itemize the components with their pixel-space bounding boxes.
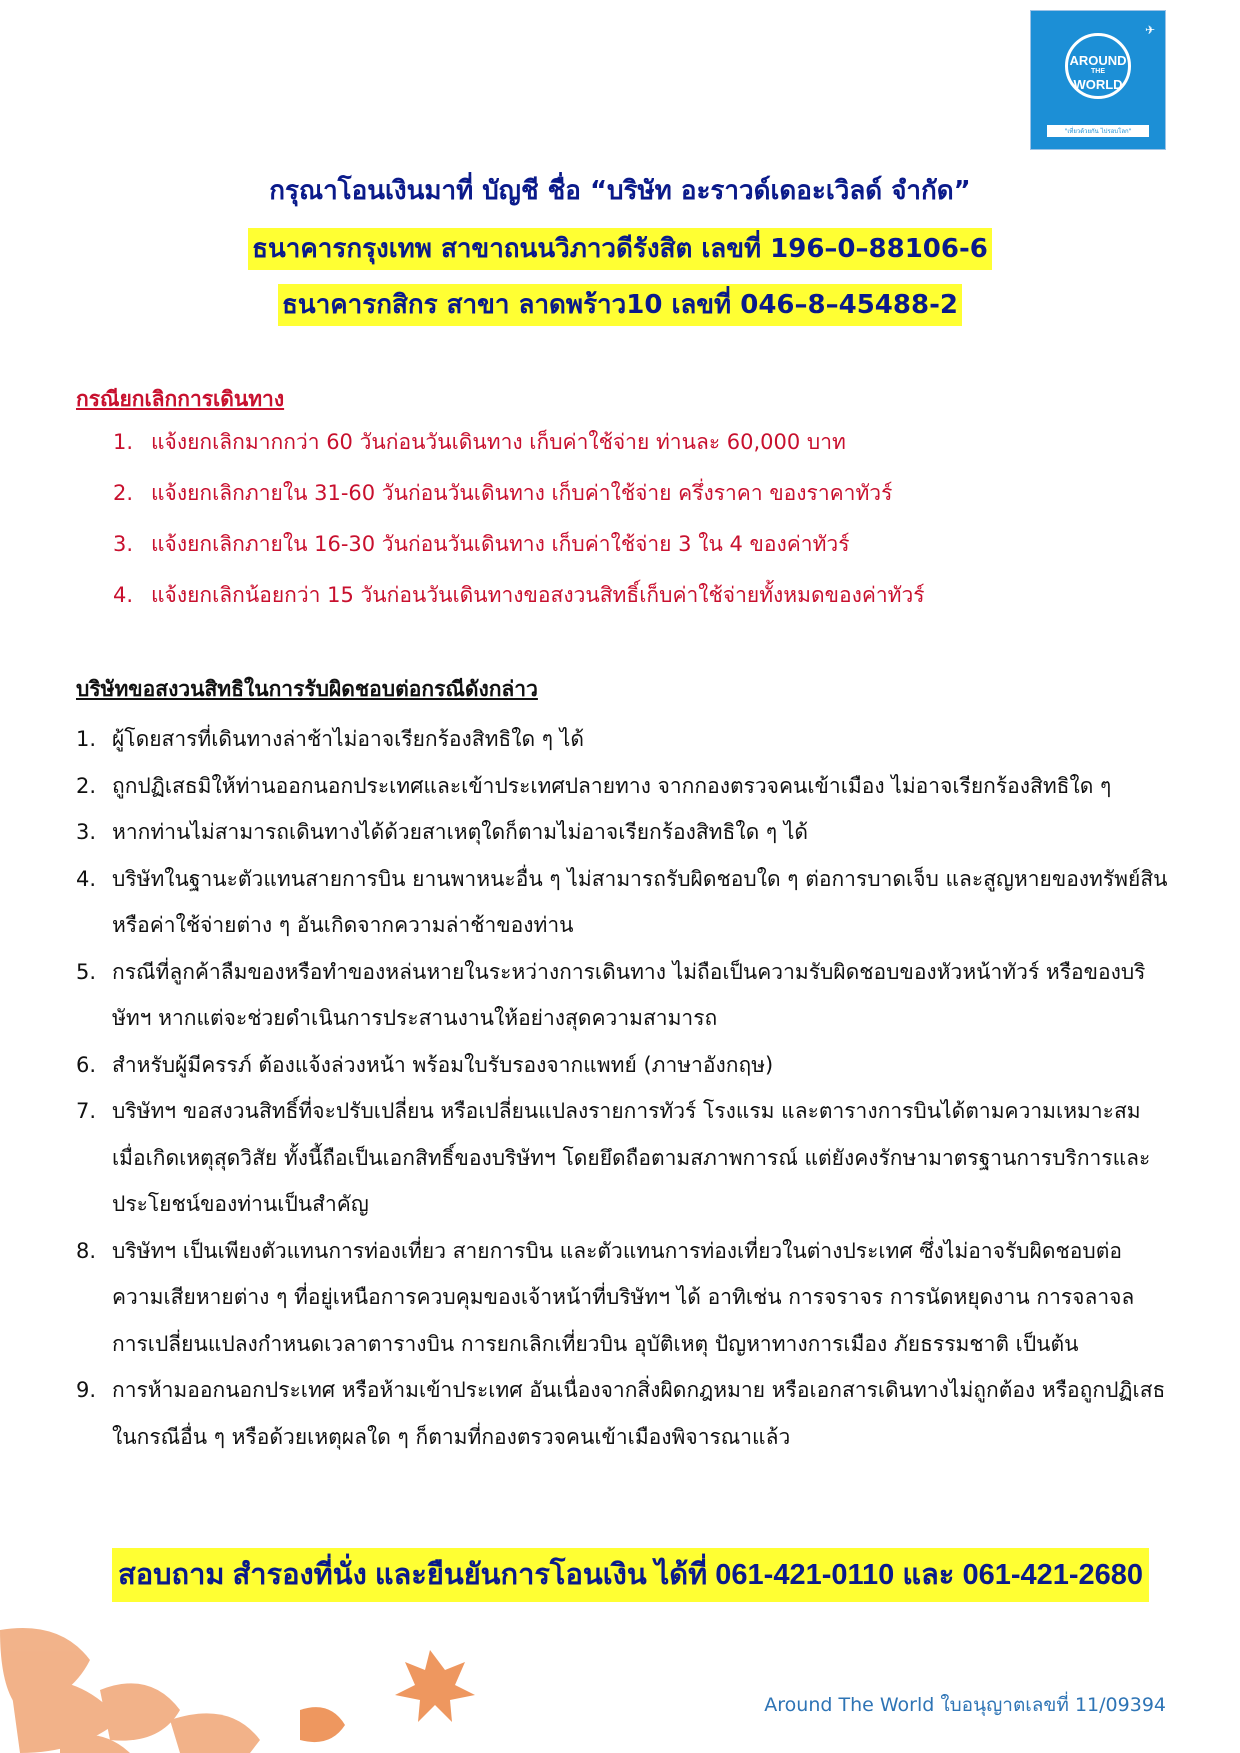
item-text: การห้ามออกนอกประเทศ หรือห้ามเข้าประเทศ อันเนื่องจากสิ่งผิดกฎหมาย หรือเอกสารเดินทางไม่ถูกต้อง หรือถูกปฏิเสธในกรณีอื่น ๆ หรือด้วยเหตุผลใด ๆ ก็ตามที่กองตรวจคนเข้าเมืองพิจารณาแล้ว xyxy=(112,1378,1166,1449)
account-name-text: กรุณาโอนเงินมาที่ บัญชี ชื่อ “บริษัท อะราวด์เดอะเวิลด์ จำกัด” xyxy=(269,176,971,206)
list-item xyxy=(76,1042,1171,1089)
list-item xyxy=(76,763,1171,810)
logo-word-world: WORLD xyxy=(1073,77,1123,92)
disclaimer-list xyxy=(76,716,1171,1460)
item-number: 5. xyxy=(76,959,97,984)
item-number: 4. xyxy=(113,583,134,607)
company-logo xyxy=(1030,10,1166,150)
bangkok-bank-text: ธนาคารกรุงเทพ สาขาถนนวิภาวดีรังสิต เลขที่ 196–0–88106-6 xyxy=(248,228,992,270)
bank-transfer-instruction xyxy=(0,170,1240,211)
logo-word-around: AROUND xyxy=(1069,53,1127,68)
list-item xyxy=(76,1367,1171,1460)
list-item xyxy=(113,424,925,475)
list-item xyxy=(76,949,1171,1042)
list-item xyxy=(76,1088,1171,1228)
contact-phone-banner: สอบถาม สำรองที่นั่ง และยืนยันการโอนเงิน ได้ที่ 061-421-0110 และ 061-421-2680 xyxy=(112,1548,1149,1602)
item-number: 9. xyxy=(76,1378,97,1402)
item-number: 3. xyxy=(113,532,134,556)
list-item xyxy=(76,716,1171,763)
autumn-leaves-decoration xyxy=(0,1590,600,1753)
item-text: บริษัทฯ เป็นเพียงตัวแทนการท่องเที่ยว สายการบิน และตัวแทนการท่องเที่ยวในต่างประเทศ ซึ่งไม่อาจรับผิดชอบต่อความเสียหายต่าง ๆ ที่อยู่เหนือการควบคุมของเจ้าหน้าที่บริษัทฯ ได้ อาทิเช่น การจราจร การนัดหยุดงาน การจลาจล การเปลี่ยนแปลงกำหนดเวลาตารางบิน การยกเลิกเที่ยวบิน อุบัติเหตุ ปัญหาทางการเมือง ภัยธรรมชาติ เป็นต้น xyxy=(112,1238,1135,1356)
list-item xyxy=(76,809,1171,856)
item-text: แจ้งยกเลิกน้อยกว่า 15 วันก่อนวันเดินทางขอสงวนสิทธิ์เก็บค่าใช้จ่ายทั้งหมดของค่าทัวร์ xyxy=(151,583,925,607)
item-number: 2. xyxy=(76,773,97,798)
item-number: 8. xyxy=(76,1238,97,1263)
airplane-icon: ✈ xyxy=(1144,23,1155,37)
kasikorn-bank-account xyxy=(0,284,1240,325)
item-text: บริษัทฯ ขอสงวนสิทธิ์ที่จะปรับเปลี่ยน หรือเปลี่ยนแปลงรายการทัวร์ โรงแรม และตารางการบินได้ตามความเหมาะสมเมื่อเกิดเหตุสุดวิสัย ทั้งนี้ถือเป็นเอกสิทธิ์ของบริษัทฯ โดยยึดถือตามสภาพการณ์ แต่ยังคงรักษามาตรฐานการบริการและประโยชน์ของท่านเป็นสำคัญ xyxy=(112,1099,1151,1216)
kasikorn-bank-text: ธนาคารกสิกร สาขา ลาดพร้าว10 เลขที่ 046–8–45488-2 xyxy=(278,284,962,326)
item-text: สำหรับผู้มีครรภ์ ต้องแจ้งล่วงหน้า พร้อมใบรับรองจากแพทย์ (ภาษาอังกฤษ) xyxy=(112,1052,774,1077)
list-item xyxy=(76,1228,1171,1368)
bangkok-bank-account xyxy=(0,228,1240,269)
disclaimer-heading: บริษัทขอสงวนสิทธิในการรับผิดชอบต่อกรณีดังกล่าว xyxy=(76,677,538,701)
item-text: แจ้งยกเลิกมากกว่า 60 วันก่อนวันเดินทาง เก็บค่าใช้จ่าย ท่านละ 60,000 บาท xyxy=(151,430,846,454)
item-number: 3. xyxy=(76,820,97,844)
item-text: แจ้งยกเลิกภายใน 16-30 วันก่อนวันเดินทาง เก็บค่าใช้จ่าย 3 ใน 4 ของค่าทัวร์ xyxy=(151,532,850,556)
list-item xyxy=(113,526,925,577)
item-text: แจ้งยกเลิกภายใน 31-60 วันก่อนวันเดินทาง เก็บค่าใช้จ่าย ครึ่งราคา ของราคาทัวร์ xyxy=(151,481,893,505)
item-number: 6. xyxy=(76,1052,97,1077)
item-text: หากท่านไม่สามารถเดินทางได้ด้วยสาเหตุใดก็ตามไม่อาจเรียกร้องสิทธิใด ๆ ได้ xyxy=(112,820,809,844)
list-item xyxy=(113,577,925,628)
list-item xyxy=(76,856,1171,949)
cancellation-list xyxy=(113,424,925,628)
item-number: 4. xyxy=(76,866,97,891)
item-text: กรณีที่ลูกค้าลืมของหรือทำของหล่นหายในระหว่างการเดินทาง ไม่ถือเป็นความรับผิดชอบของหัวหน้าทัวร์ หรือของบริษัทฯ หากแต่จะช่วยดำเนินการประสานงานให้อย่างสุดความสามารถ xyxy=(112,959,1146,1030)
logo-tagline: "เที่ยวด้วยกัน ไปรอบโลก" xyxy=(1047,125,1149,137)
item-number: 7. xyxy=(76,1099,97,1123)
item-number: 1. xyxy=(113,430,134,454)
logo-word-the: THE xyxy=(1091,68,1105,75)
list-item xyxy=(113,475,925,526)
cancellation-heading: กรณียกเลิกการเดินทาง xyxy=(76,387,285,411)
item-text: บริษัทในฐานะตัวแทนสายการบิน ยานพาหนะอื่น ๆ ไม่สามารถรับผิดชอบใด ๆ ต่อการบาดเจ็บ และสูญหายของทรัพย์สิน หรือค่าใช้จ่ายต่าง ๆ อันเกิดจากความล่าช้าของท่าน xyxy=(112,866,1168,937)
item-number: 1. xyxy=(76,727,97,751)
footer-license: Around The World ใบอนุญาตเลขที่ 11/09394 xyxy=(764,1694,1166,1716)
item-text: ถูกปฏิเสธมิให้ท่านออกนอกประเทศและเข้าประเทศปลายทาง จากกองตรวจคนเข้าเมือง ไม่อาจเรียกร้องสิทธิใด ๆ xyxy=(112,773,1112,798)
item-text: ผู้โดยสารที่เดินทางล่าช้าไม่อาจเรียกร้องสิทธิใด ๆ ได้ xyxy=(112,727,584,751)
item-number: 2. xyxy=(113,481,134,505)
